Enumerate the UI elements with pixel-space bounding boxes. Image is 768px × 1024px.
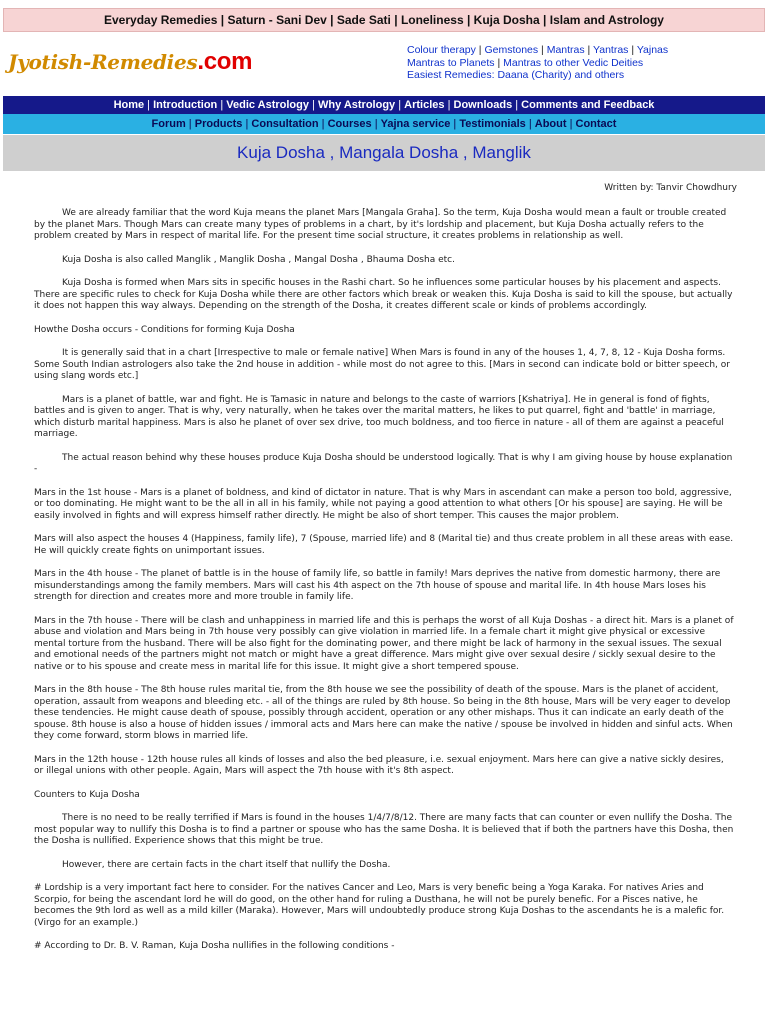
- header-link-mantras-planets[interactable]: Mantras to Planets: [407, 56, 495, 69]
- topbar-link-islam-astrology[interactable]: Islam and Astrology: [549, 13, 664, 27]
- top-link-bar: [3, 8, 765, 32]
- nav-why-astrology[interactable]: Why Astrology: [317, 99, 396, 111]
- primary-nav: Home | Introduction | Vedic Astrology | Why Astrology | Articles | Downloads | Comments and Feedback: [3, 96, 765, 114]
- logo-name: Jyotish-Remedies: [8, 50, 198, 74]
- site-logo[interactable]: [8, 48, 252, 76]
- logo-tld: .com: [197, 48, 253, 75]
- nav-forum[interactable]: Forum: [151, 118, 186, 130]
- paragraph: Mars in the 8th house - The 8th house rules marital tie, from the 8th house we see the possibility of death of the spouse. Mars is the planet of accident, operation, assault from weapons and bleeding etc. - all of the things are ruled by 8th house. So being in the 8th house, Mars will be very eager to develop these tendencies. He might cause death of spouse, possibly through accident, operation or any other mishaps. Thus it can indicate an early death of the spouse. 8th house is also a house of hidden issues / immoral acts and Mars here can make the native / spouse be involved in hidden and sinful acts. When they come forward, storm blows in married life.: [34, 685, 733, 741]
- nav-introduction[interactable]: Introduction: [153, 99, 218, 111]
- author-byline: Written by: Tanvir Chowdhury: [604, 183, 737, 193]
- paragraph: Mars in the 1st house - Mars is a planet of boldness, and kind of dictator in nature. That is why Mars in ascendant can make a person too bold, aggressive, or too dominating. He might want to be the all in all in his family, while not paying a good attention to what others [Or his spouse] are saying. He will be easily involved in fights and will express himself rather directly. He might be also of short temper. This causes the major problem.: [34, 487, 732, 521]
- header-links-row-3: [407, 69, 757, 82]
- topbar-link-kuja-dosha[interactable]: Kuja Dosha: [473, 13, 540, 27]
- header-link-gemstones[interactable]: Gemstones: [484, 44, 539, 56]
- paragraph: Mars will also aspect the houses 4 (Happiness, family life), 7 (Spouse, married life) and 8 (Marital tie) and thus create problem in all these areas with ease. He will quickly create fights on unimportant issues.: [34, 534, 734, 556]
- separator: |: [330, 13, 337, 27]
- header-links-row-1: Colour therapy | Gemstones | Mantras | Yantras | Yajnas: [407, 44, 669, 56]
- paragraph: Mars in the 7th house - There will be clash and unhappiness in married life and this is perhaps the worst of all Kuja Doshas - a direct hit. Mars is a planet of abuse and violation and Mars being in 7th house very possibly can give violation in married life. In a female chart it might give physical or excessive mental torture from the husband. There will be also fight for the dominating power, and there might be lack of harmony in the sexual issues. The sexual and emotional needs of the partners might not match or might have a great difference. Mars might give over sexual desire / sickly sexual desire to the native or to his spouse and create mess in marital life for this issue. It might give a short tempered spouse.: [34, 615, 734, 672]
- nav-articles[interactable]: Articles: [404, 99, 445, 111]
- paragraph: We are already familiar that the word Kuja means the planet Mars [Mangala Graha]. So the term, Kuja Dosha would mean a fault or trouble created by the planet Mars. Though Mars can create many types of problems in a chart, by it's lordship and placement, but Kuja Dosha actually refers to the problem created by Mars in respect of marital life. For the present time social structure, it creates problems in relationship as well.: [34, 208, 727, 241]
- paragraph: Kuja Dosha is also called Manglik , Manglik Dosha , Mangal Dosha , Bhauma Dosha etc.: [62, 254, 455, 265]
- header-link-colour-therapy[interactable]: Colour therapy: [407, 44, 476, 56]
- header-link-yajnas[interactable]: Yajnas: [636, 44, 669, 56]
- separator: |: [394, 13, 401, 27]
- separator: |: [220, 13, 228, 27]
- separator: |: [543, 13, 550, 27]
- nav-about[interactable]: About: [534, 118, 567, 130]
- paragraph: There is no need to be really terrified if Mars is found in the houses 1/4/7/8/12. There are many facts that can counter or even nullify the Dosha. The most popular way to nullify this Dosha is to find a partner or spouse who has the same Dosha. It is believed that if both the partners have this Dosha, then the Dosha is nullified. Experience shows that this might be true.: [34, 813, 734, 846]
- paragraph: However, there are certain facts in the chart itself that nullify the Dosha.: [62, 859, 391, 870]
- header-link-yantras[interactable]: Yantras: [593, 44, 629, 56]
- paragraph: # According to Dr. B. V. Raman, Kuja Dosha nullifies in the following conditions -: [34, 941, 395, 951]
- nav-contact[interactable]: Contact: [575, 118, 617, 130]
- page-title: Kuja Dosha , Mangala Dosha , Manglik: [3, 135, 765, 171]
- nav-testimonials[interactable]: Testimonials: [459, 118, 526, 130]
- section-heading: Howthe Dosha occurs - Conditions for forming Kuja Dosha: [34, 324, 295, 335]
- topbar-link-loneliness[interactable]: Loneliness: [400, 13, 464, 27]
- topbar-link-everyday-remedies[interactable]: Everyday Remedies: [104, 13, 218, 27]
- nav-products[interactable]: Products: [194, 118, 243, 130]
- topbar-link-sade-sati[interactable]: Sade Sati: [336, 13, 391, 27]
- header-links-row-2: Mantras to Planets | Mantras to other Vedic Deities: [407, 56, 644, 69]
- article-body: [34, 208, 734, 965]
- paragraph: The actual reason behind why these houses produce Kuja Dosha should be understood logically. That is why I am giving house by house explanation -: [34, 452, 733, 474]
- nav-yajna-service[interactable]: Yajna service: [380, 118, 451, 130]
- paragraph: Mars in the 4th house - The planet of battle is in the house of family life, so battle in family! Mars deprives the native from domestic harmony, there are misunderstandings among the family members. Mars will cast his 4th aspect on the 7th house of spouse and marital life. In 4th house Mars loses his strength for direction and creates more and more trouble in family life.: [34, 569, 721, 602]
- paragraph: Mars is a planet of battle, war and fight. He is Tamasic in nature and belongs to the caste of warriors [Kshatriya]. He in general is fond of fights, battles and is given to anger. That is why, very naturally, when he takes over the marital matters, he likes to put quarrel, fight and 'battle' in marriage, which disturb marital happiness. Mars is also he planet of over sex drive, too much boldness, and too fierce in nature - all of them are against a peaceful marriage.: [34, 394, 724, 439]
- paragraph: Kuja Dosha is formed when Mars sits in specific houses in the Rashi chart. So he influences some particular houses by his placement and aspects. There are specific rules to check for Kuja Dosha while there are other factors which break or weaken this. Kuja Dosha is said to kill the spouse, but actually it does not happen this way always. Depending on the strength of the Dosha, it creates different scale or kinds of problems accordingly.: [34, 278, 733, 311]
- nav-consultation[interactable]: Consultation: [251, 118, 319, 130]
- header-link-easiest-remedies[interactable]: Easiest Remedies: Daana (Charity) and others: [407, 69, 625, 81]
- nav-downloads[interactable]: Downloads: [453, 99, 513, 111]
- separator: |: [466, 13, 474, 27]
- nav-courses[interactable]: Courses: [327, 118, 372, 130]
- header-links: [407, 44, 757, 82]
- paragraph: It is generally said that in a chart [Irrespective to male or female native] When Mars is found in any of the houses 1, 4, 7, 8, 12 - Kuja Dosha forms. Some South Indian astrologers also take the 2nd house in addition - while most do not agree to this. [Mars in second can indicate bold or bitter speech, or using slang words etc.]: [34, 348, 730, 381]
- section-heading: Counters to Kuja Dosha: [34, 789, 140, 800]
- nav-comments-feedback[interactable]: Comments and Feedback: [521, 99, 655, 111]
- paragraph: # Lordship is a very important fact here to consider. For the natives Cancer and Leo, Mars is very benefic being a Yoga Karaka. For natives Aries and Scorpio, for being the ascendant lord he will do good, on the other hand for ruling a Dusthana, he will not be purely benefic. For a Pisces native, he becomes the 9th lord as well as a mild killer (Maraka). However, Mars will undoubtedly produce strong Kuja Doshas to the ascendants he is a malefic for. (Virgo for an example.): [34, 883, 725, 928]
- secondary-nav: Forum | Products | Consultation | Courses | Yajna service | Testimonials | About | Contact: [3, 114, 765, 134]
- paragraph: Mars in the 12th house - 12th house rules all kinds of losses and also the bed pleasure, i.e. sexual enjoyment. Mars here can give a native sickly desires, or illegal unions with other people. Again, Mars will aspect the 7th house with it's 8th aspect.: [34, 754, 724, 776]
- header-link-mantras[interactable]: Mantras: [546, 44, 585, 56]
- nav-vedic-astrology[interactable]: Vedic Astrology: [226, 99, 309, 111]
- nav-home[interactable]: Home: [113, 99, 145, 111]
- header-link-mantras-deities[interactable]: Mantras to other Vedic Deities: [503, 56, 644, 69]
- topbar-link-saturn[interactable]: Saturn - Sani Dev: [227, 13, 327, 27]
